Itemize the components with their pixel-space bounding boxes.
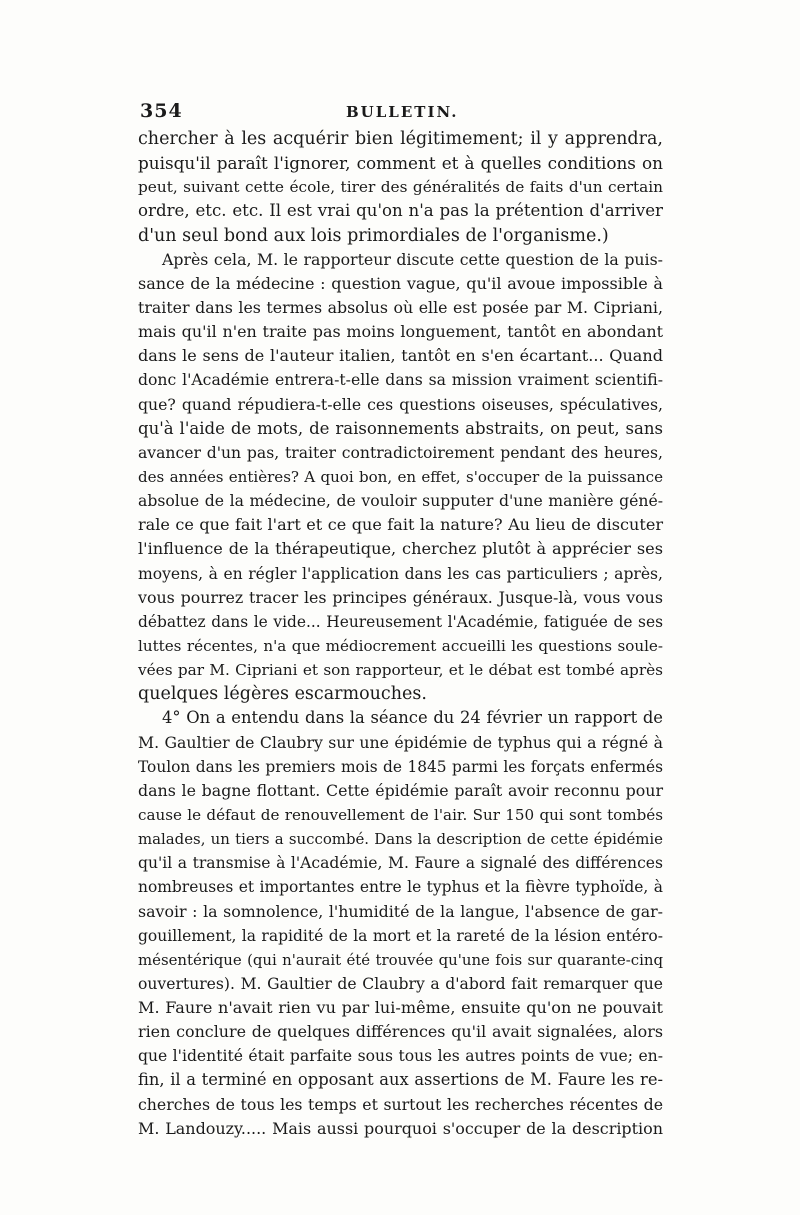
text-line: puisqu'il paraît l'ignorer, comment et à quelles conditions on [138, 153, 663, 174]
text-line: quelques légères escarmouches. [138, 684, 427, 705]
text-line: donc l'Académie entrera-t-elle dans sa mission vraiment scientifi- [138, 370, 663, 390]
paragraph-start-line: 4° On a entendu dans la séance du 24 février un rapport de [162, 708, 663, 728]
text-line: luttes récentes, n'a que médiocrement accueilli les questions soule- [138, 636, 663, 655]
text-line: débattez dans le vide... Heureusement l'Académie, fatiguée de ses [138, 612, 663, 631]
text-line: avancer d'un pas, traiter contradictoirement pendant des heures, [138, 443, 663, 462]
text-line: dans le bagne flottant. Cette épidémie paraît avoir reconnu pour [138, 780, 663, 800]
text-line: que? quand répudiera-t-elle ces questions oiseuses, spéculatives, [138, 394, 663, 414]
text-line: mésentérique (qui n'aurait été trouvée qu'une fois sur quarante-cinq [138, 950, 663, 969]
text-line: M. Faure n'avait rien vu par lui-même, ensuite qu'on ne pouvait [138, 998, 663, 1018]
text-line: qu'il a transmise à l'Académie, M. Faure a signalé des différences [138, 854, 663, 873]
text-line: que l'identité était parfaite sous tous les autres points de vue; en- [138, 1047, 663, 1066]
running-head: BULLETIN. [346, 103, 459, 121]
body-text [138, 127, 663, 1141]
text-line: Toulon dans les premiers mois de 1845 parmi les forçats enfermés [138, 757, 663, 776]
text-line: mais qu'il n'en traite pas moins longuement, tantôt en abondant [138, 322, 663, 342]
text-line: ordre, etc. etc. Il est vrai qu'on n'a pas la prétention d'arriver [138, 201, 663, 221]
text-line: fin, il a terminé en opposant aux assertions de M. Faure les re- [138, 1070, 663, 1090]
text-line: dans le sens de l'auteur italien, tantôt en s'en écartant... Quand [138, 346, 663, 366]
text-line: rien conclure de quelques différences qu'il avait signalées, alors [138, 1022, 663, 1042]
page-header [140, 100, 670, 126]
text-line: vées par M. Cipriani et son rapporteur, et le débat est tombé après [138, 661, 663, 680]
text-line: l'influence de la thérapeutique, cherchez plutôt à apprécier ses [138, 539, 663, 559]
text-line: M. Gaultier de Claubry sur une épidémie de typhus qui a régné à [138, 732, 663, 752]
text-line: nombreuses et importantes entre le typhus et la fièvre typhoïde, à [138, 878, 663, 897]
text-line: savoir : la somnolence, l'humidité de la langue, l'absence de gar- [138, 901, 663, 921]
text-line: des années entières? A quoi bon, en effet, s'occuper de la puissance [138, 467, 663, 486]
paragraph-start-line: Après cela, M. le rapporteur discute cette question de la puis- [162, 249, 663, 269]
text-line: chercher à les acquérir bien légitimement; il y apprendra, [138, 129, 663, 149]
text-line: sance de la médecine : question vague, qu'il avoue impossible à [138, 273, 663, 293]
text-line: qu'à l'aide de mots, de raisonnements abstraits, on peut, sans [138, 418, 663, 438]
text-line: peut, suivant cette école, tirer des généralités de faits d'un certain [138, 178, 663, 197]
text-line: d'un seul bond aux lois primordiales de l'organisme.) [138, 225, 609, 246]
text-line: rale ce que fait l'art et ce que fait la nature? Au lieu de discuter [138, 515, 663, 535]
text-line: absolue de la médecine, de vouloir supputer d'une manière géné- [138, 491, 663, 511]
text-line: ouvertures). M. Gaultier de Claubry a d'abord fait remarquer que [138, 974, 663, 993]
text-line: moyens, à en régler l'application dans les cas particuliers ; après, [138, 564, 663, 583]
text-line: cause le défaut de renouvellement de l'air. Sur 150 qui sont tombés [138, 805, 663, 824]
text-line: vous pourrez tracer les principes généraux. Jusque-là, vous vous [138, 587, 663, 607]
text-line: M. Landouzy..... Mais aussi pourquoi s'occuper de la description [138, 1118, 663, 1138]
text-line: cherches de tous les temps et surtout les recherches récentes de [138, 1094, 663, 1114]
page-number: 354 [140, 100, 183, 122]
text-line: traiter dans les termes absolus où elle est posée par M. Cipriani, [138, 297, 663, 317]
text-line: gouillement, la rapidité de la mort et la rareté de la lésion entéro- [138, 926, 663, 945]
text-line: malades, un tiers a succombé. Dans la description de cette épidémie [138, 830, 663, 849]
